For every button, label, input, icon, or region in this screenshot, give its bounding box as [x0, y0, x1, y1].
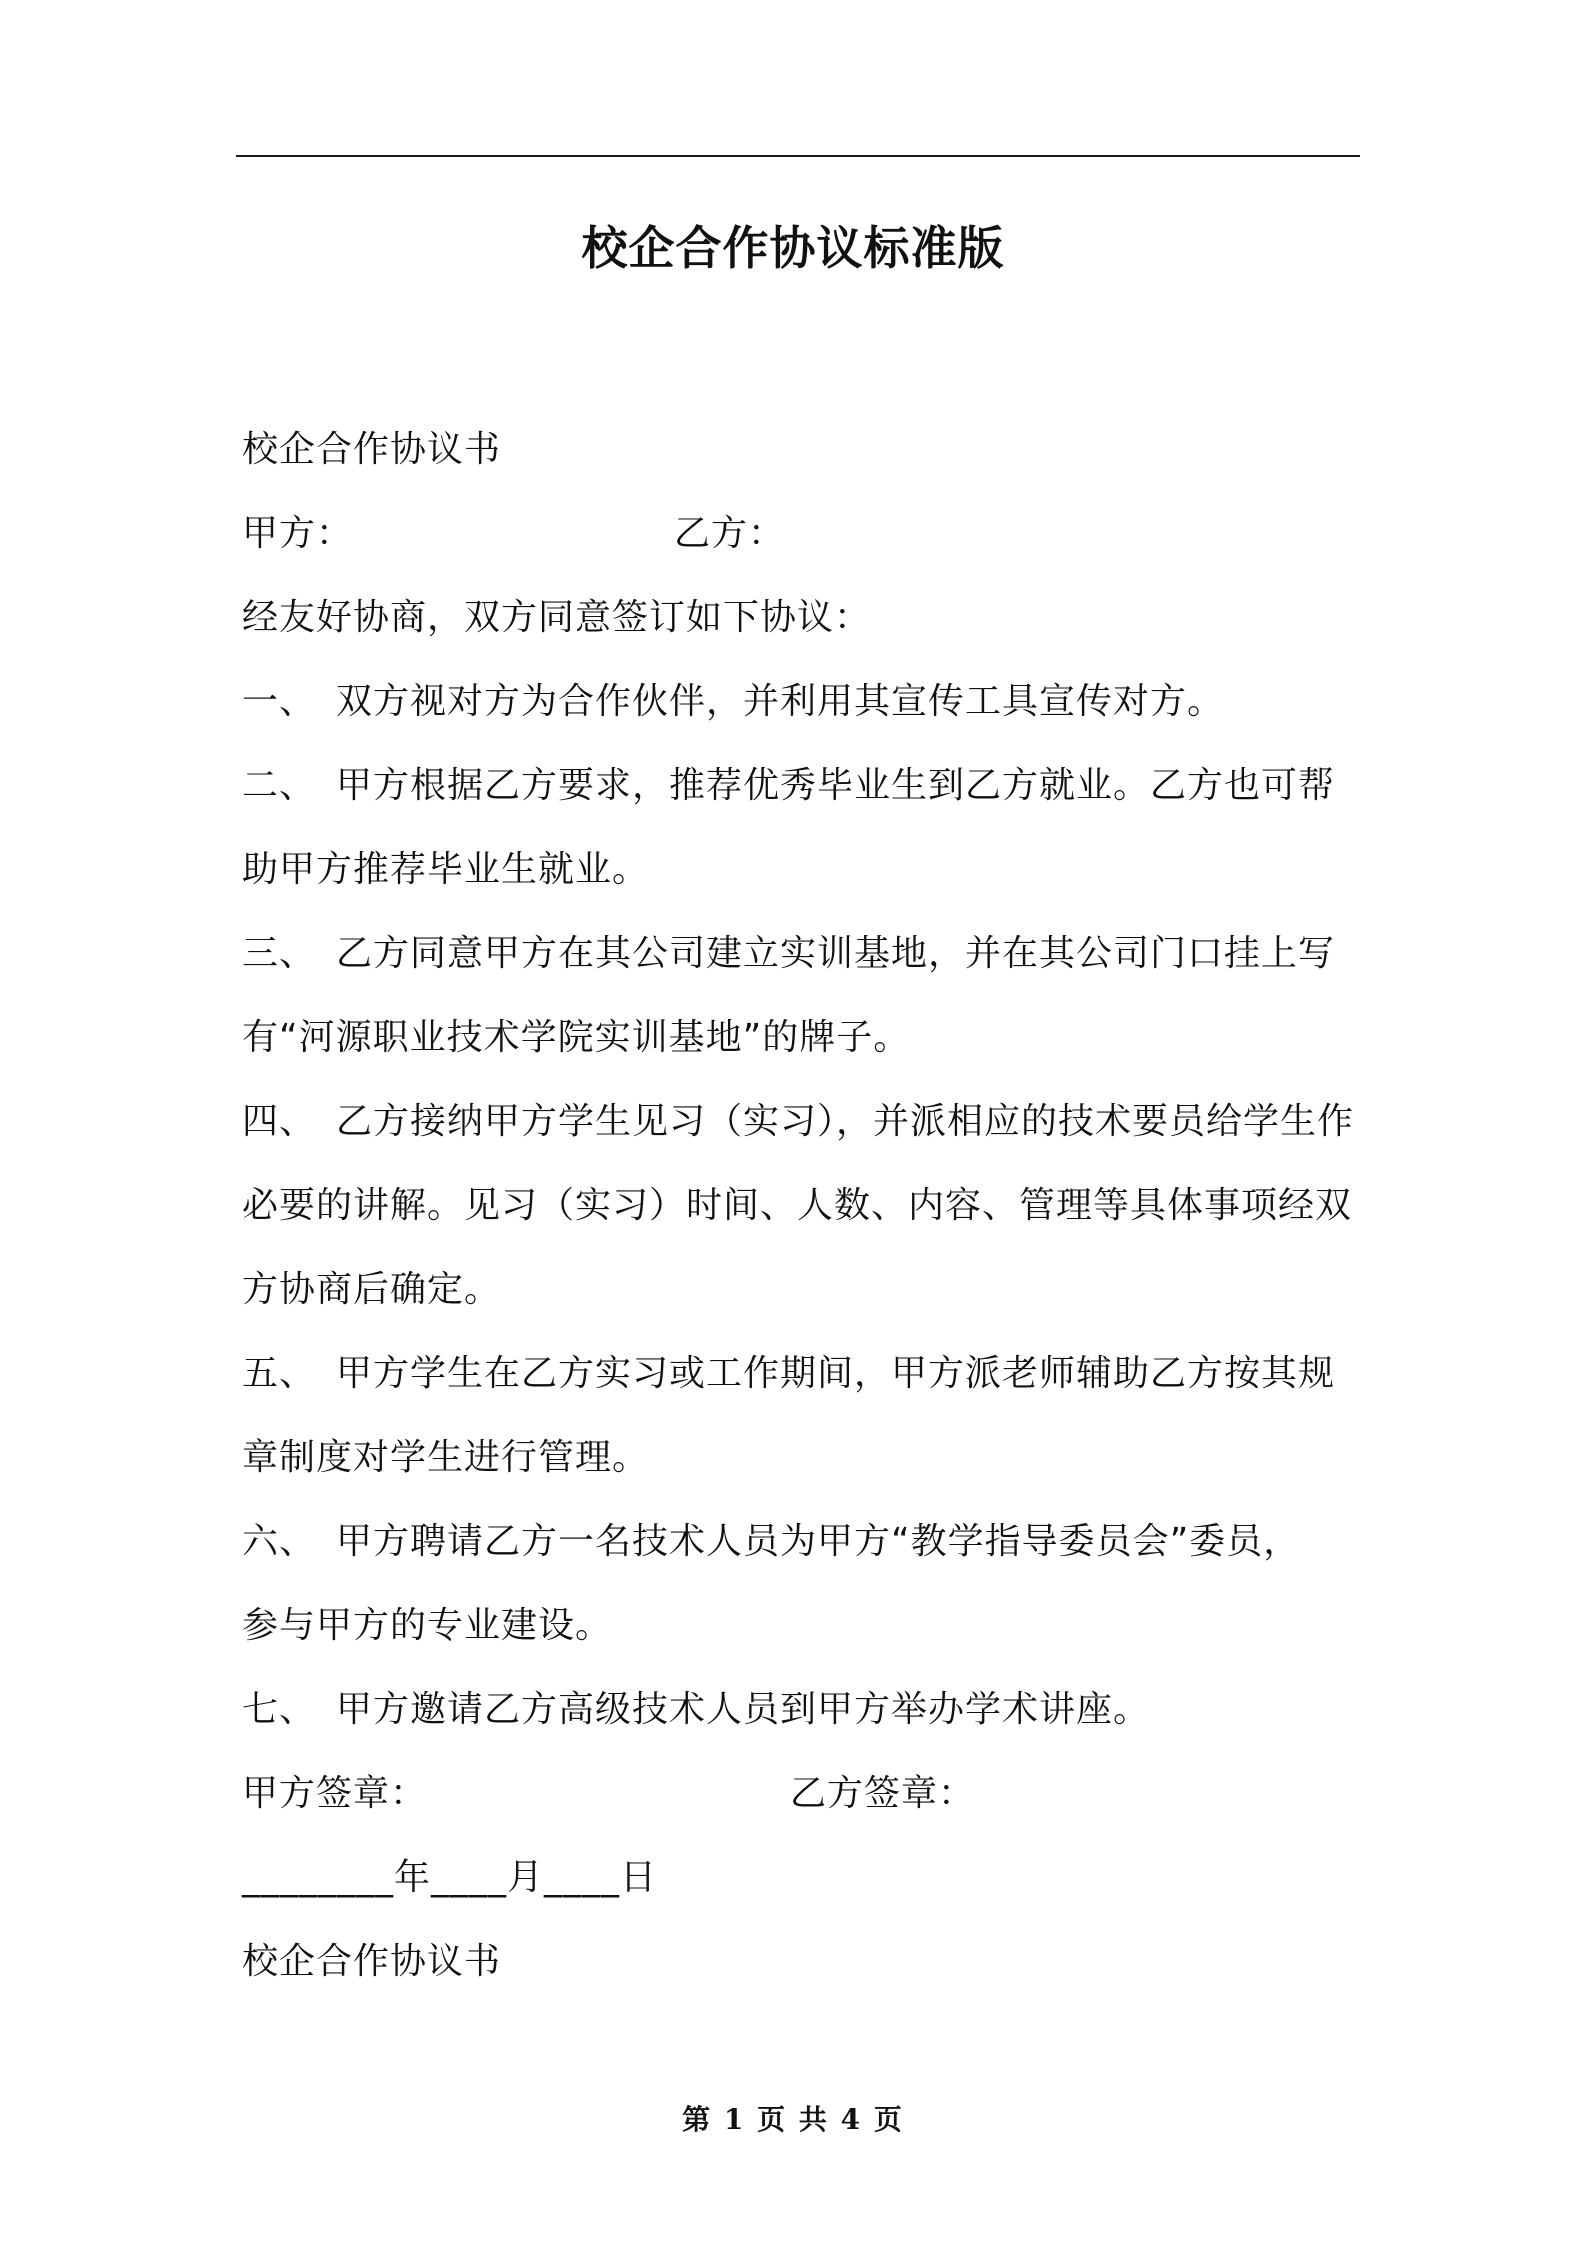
- clause-text: 助甲方推荐毕业生就业。: [242, 849, 650, 890]
- clause-text: 有“河源职业技术学院实训基地”的牌子。: [242, 1017, 911, 1058]
- clause-text: 章制度对学生进行管理。: [242, 1437, 650, 1478]
- clause-text: 甲方根据乙方要求，推荐优秀毕业生到乙方就业。乙方也可帮: [336, 765, 1336, 806]
- party-b-label: 乙方：: [674, 513, 786, 554]
- party-a-label: 甲方：: [242, 513, 354, 554]
- clause-number: 三、: [242, 933, 317, 974]
- clause-text: 双方视对方为合作伙伴，并利用其宣传工具宣传对方。: [336, 681, 1225, 722]
- clause-text: 必要的讲解。见习（实习）时间、人数、内容、管理等具体事项经双: [242, 1185, 1353, 1226]
- page-footer: 第 1 页 共 4 页: [682, 2103, 904, 2136]
- clause-number: 七、: [242, 1689, 317, 1730]
- clause-2: [242, 744, 1362, 912]
- clause-text: 甲方聘请乙方一名技术人员为甲方“教学指导委员会”委员，: [336, 1521, 1301, 1562]
- clause-text: 方协商后确定。: [242, 1269, 502, 1310]
- agreement-heading: 校企合作协议书: [242, 429, 502, 470]
- date-line: ________年____月____日: [242, 1857, 657, 1898]
- party-b-signature-label: 乙方签章：: [790, 1773, 976, 1814]
- agreement-heading-repeat: 校企合作协议书: [242, 1941, 502, 1982]
- document-title: 校企合作协议标准版: [581, 221, 1005, 275]
- parties-row: [242, 492, 1362, 576]
- clause-5: [242, 1332, 1362, 1500]
- clause-3: [242, 912, 1362, 1080]
- clause-4: [242, 1080, 1362, 1332]
- document-body: [242, 408, 1362, 2004]
- clause-text: 参与甲方的专业建设。: [242, 1605, 613, 1646]
- intro-text: 经友好协商，双方同意签订如下协议：: [242, 597, 872, 638]
- clause-text: 甲方邀请乙方高级技术人员到甲方举办学术讲座。: [336, 1689, 1151, 1730]
- party-a-signature-label: 甲方签章：: [242, 1773, 428, 1814]
- clause-text: 乙方同意甲方在其公司建立实训基地，并在其公司门口挂上写: [336, 933, 1336, 974]
- clause-7: [242, 1668, 1362, 1752]
- clause-text: 乙方接纳甲方学生见习（实习），并派相应的技术要员给学生作: [336, 1101, 1355, 1142]
- header-rule: [236, 155, 1360, 157]
- clause-number: 二、: [242, 765, 317, 806]
- clause-number: 一、: [242, 681, 317, 722]
- clause-text: 甲方学生在乙方实习或工作期间，甲方派老师辅助乙方按其规: [336, 1353, 1336, 1394]
- clause-number: 五、: [242, 1353, 317, 1394]
- signature-row: [242, 1752, 1362, 1836]
- clause-number: 四、: [242, 1101, 317, 1142]
- clause-1: [242, 660, 1362, 744]
- clause-number: 六、: [242, 1521, 317, 1562]
- clause-6: [242, 1500, 1362, 1668]
